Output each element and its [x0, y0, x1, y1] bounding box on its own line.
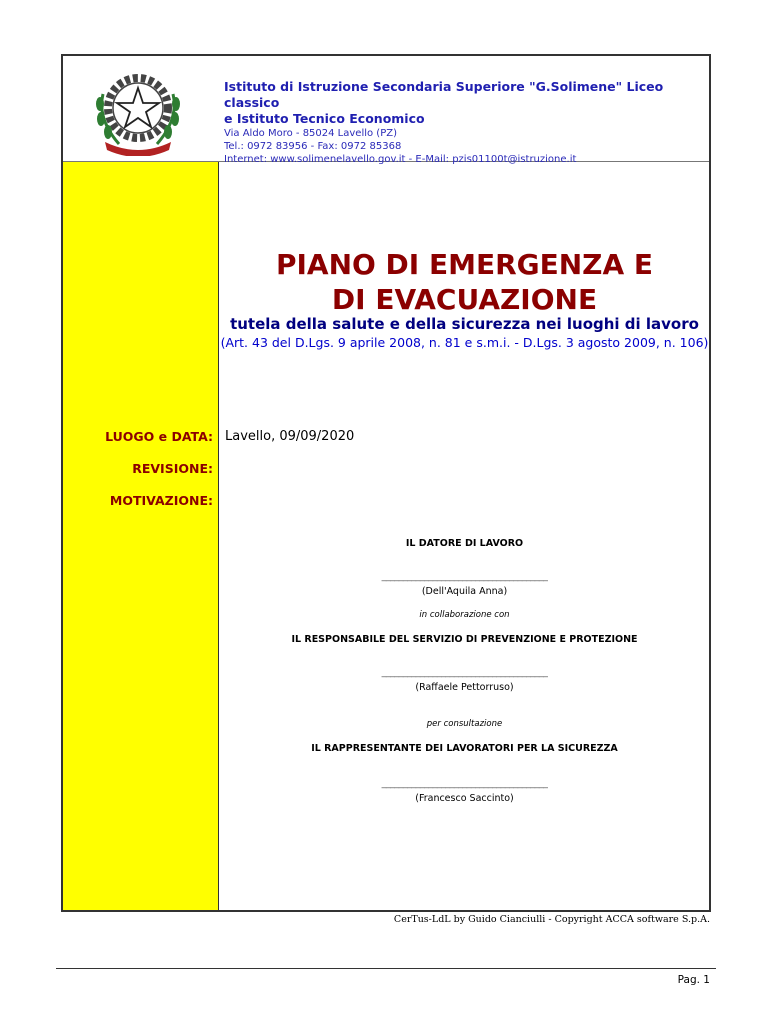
- footer-divider: [56, 968, 716, 969]
- rspp-name: (Raffaele Pettorruso): [415, 682, 514, 693]
- document-title: [220, 247, 709, 317]
- rls-role: IL RAPPRESENTANTE DEI LAVORATORI PER LA SICUREZZA: [311, 743, 618, 754]
- header: [63, 56, 709, 165]
- employer-signature-line: _______________________________________: [381, 571, 548, 582]
- place-date-label: LUOGO e DATA:: [105, 429, 213, 444]
- title-line1: PIANO DI EMERGENZA E: [275, 248, 654, 281]
- yellow-sidebar: [63, 162, 219, 910]
- place-date-value: Lavello, 09/09/2020: [225, 429, 355, 444]
- employer-role: IL DATORE DI LAVORO: [405, 538, 524, 549]
- title-line2: DI EVACUAZIONE: [331, 283, 598, 316]
- emblem-of-italy-icon: [91, 64, 185, 156]
- rls-name: (Francesco Saccinto): [415, 793, 514, 804]
- institute-web-email: Internet: www.solimenelavello.gov.it - E-Mail: pzis01100t@istruzione.it: [224, 154, 577, 165]
- revision-label: REVISIONE:: [132, 461, 213, 476]
- page-number: Pag. 1: [677, 974, 710, 986]
- institute-phone: Tel.: 0972 83956 - Fax: 0972 85368: [224, 141, 402, 152]
- legal-reference: (Art. 43 del D.Lgs. 9 aprile 2008, n. 81 e s.m.i. - D.Lgs. 3 agosto 2009, n. 106): [220, 335, 709, 350]
- rspp-signature-line: _______________________________________: [381, 667, 548, 678]
- rspp-role: IL RESPONSABILE DEL SERVIZIO DI PREVENZIONE E PROTEZIONE: [291, 634, 638, 645]
- institute-name-line2: e Istituto Tecnico Economico: [224, 111, 425, 126]
- rls-signature-line: _______________________________________: [381, 778, 548, 789]
- document-subtitle: tutela della salute e della sicurezza nei luoghi di lavoro: [230, 315, 699, 333]
- consultation-note: per consultazione: [426, 719, 503, 729]
- document-frame: [61, 54, 711, 912]
- software-credit: CerTus-LdL by Guido Cianciulli - Copyright ACCA software S.p.A.: [393, 914, 710, 925]
- motivation-label: MOTIVAZIONE:: [109, 493, 213, 508]
- institute-name-line1: Istituto di Istruzione Secondaria Superiore "G.Solimene" Liceo classico: [224, 79, 664, 110]
- institute-info: [224, 79, 709, 166]
- institute-address: Via Aldo Moro - 85024 Lavello (PZ): [224, 128, 397, 139]
- collaboration-note: in collaborazione con: [419, 610, 510, 620]
- employer-name: (Dell'Aquila Anna): [421, 586, 508, 597]
